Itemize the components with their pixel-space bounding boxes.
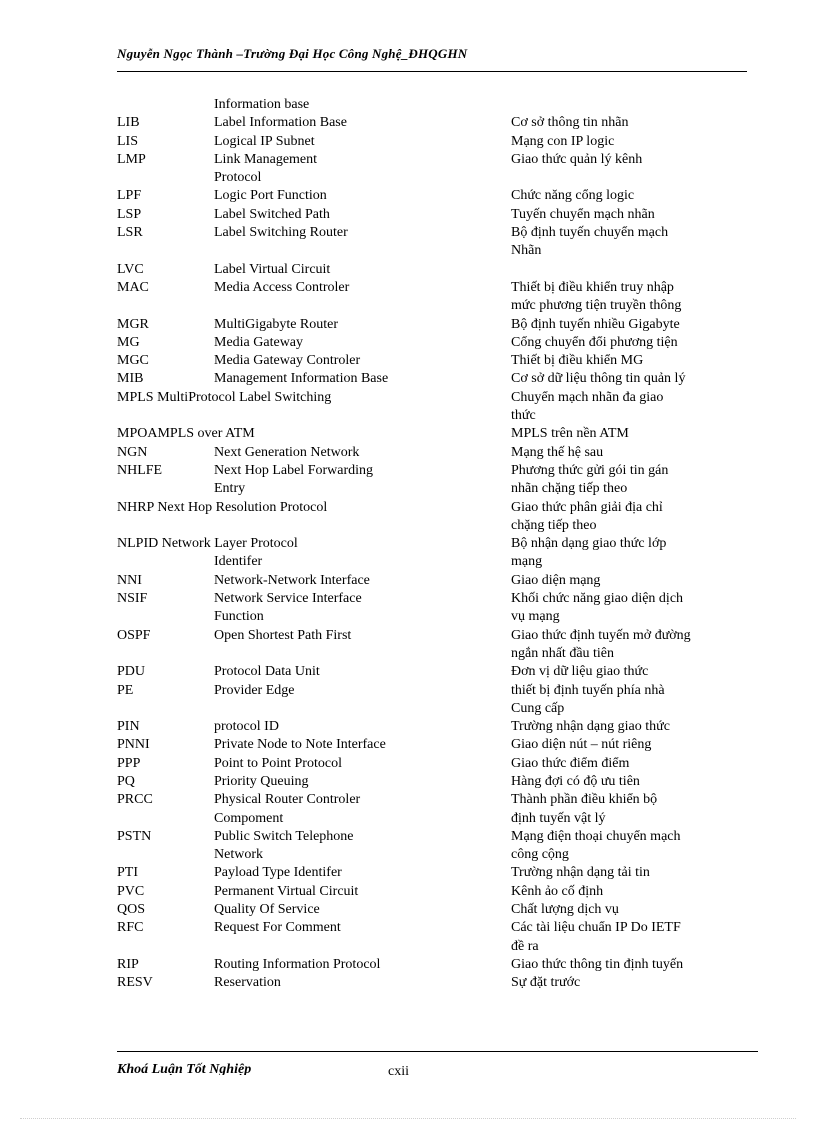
abbreviation: RIP [117, 956, 139, 972]
abbreviation: MPOAMPLS over ATM [117, 426, 255, 442]
abbreviation: MAC [117, 279, 149, 295]
abbreviation: PVC [117, 883, 145, 899]
list-item [117, 974, 757, 992]
vietnamese-meaning: Cơ sở thông tin nhãn [511, 115, 629, 131]
english-term: Compoment [214, 810, 284, 826]
list-item [117, 864, 757, 882]
abbreviation: LIB [117, 115, 140, 131]
abbreviation-list [117, 96, 757, 993]
vietnamese-meaning: thức [511, 408, 536, 424]
english-term: Priority Queuing [214, 773, 309, 789]
list-item [117, 224, 757, 242]
vietnamese-meaning: Đơn vị dữ liệu giao thức [511, 664, 649, 680]
abbreviation: LMP [117, 151, 146, 167]
english-term: Routing Information Protocol [214, 956, 381, 972]
english-term: Physical Router Controler [214, 792, 361, 808]
vietnamese-meaning: Mạng thế hệ sau [511, 444, 604, 460]
list-item [117, 828, 757, 846]
vietnamese-meaning: vụ mạng [511, 609, 560, 625]
english-term: Reservation [214, 975, 281, 991]
list-item [117, 96, 757, 114]
vietnamese-meaning: Tuyến chuyển mạch nhãn [511, 206, 655, 222]
english-term: Permanent Virtual Circuit [214, 883, 359, 899]
list-item [117, 938, 757, 956]
list-item [117, 316, 757, 334]
list-item [117, 535, 757, 553]
abbreviation: LIS [117, 133, 138, 149]
abbreviation: MPLS MultiProtocol Label Switching [117, 389, 332, 405]
abbreviation: MGC [117, 353, 149, 369]
english-term: Media Gateway Controler [214, 353, 361, 369]
english-term: MultiGigabyte Router [214, 316, 339, 332]
abbreviation: LPF [117, 188, 142, 204]
vietnamese-meaning: Bộ nhận dạng giao thức lớp [511, 536, 667, 552]
list-item [117, 663, 757, 681]
list-item [117, 901, 757, 919]
english-term: Point to Point Protocol [214, 755, 342, 771]
abbreviation: LSR [117, 225, 143, 241]
list-item [117, 810, 757, 828]
vietnamese-meaning: Cung cấp [511, 700, 565, 716]
vietnamese-meaning: Bộ định tuyến chuyển mạch [511, 225, 669, 241]
english-term: Media Gateway [214, 334, 304, 350]
abbreviation: QOS [117, 902, 146, 918]
vietnamese-meaning: Hàng đợi có độ ưu tiên [511, 773, 640, 789]
english-term: Protocol Data Unit [214, 664, 320, 680]
abbreviation: LVC [117, 261, 144, 277]
list-item [117, 206, 757, 224]
english-term: Provider Edge [214, 682, 295, 698]
vietnamese-meaning: Giao thức phân giải địa chỉ [511, 499, 663, 515]
list-item [117, 297, 757, 315]
vietnamese-meaning: Cổng chuyển đổi phương tiện [511, 334, 678, 350]
abbreviation: NLPID Network Layer Protocol [117, 536, 298, 552]
english-term: Request For Comment [214, 920, 341, 936]
page-header: Nguyễn Ngọc Thành –Trường Đại Học Công Nghệ_ĐHQGHN [117, 46, 468, 61]
english-term: Payload Type Identifer [214, 865, 342, 881]
vietnamese-meaning: Chuyển mạch nhãn đa giao [511, 389, 664, 405]
list-item [117, 572, 757, 590]
abbreviation: PDU [117, 664, 146, 680]
list-item [117, 169, 757, 187]
abbreviation: NSIF [117, 591, 148, 607]
vietnamese-meaning: Chất lượng dịch vụ [511, 902, 619, 918]
vietnamese-meaning: chặng tiếp theo [511, 517, 597, 533]
list-item [117, 956, 757, 974]
vietnamese-meaning: ngắn nhất đầu tiên [511, 645, 615, 661]
list-item [117, 791, 757, 809]
list-item [117, 553, 757, 571]
abbreviation: NGN [117, 444, 148, 460]
english-term: Network [214, 847, 263, 863]
footer-divider [117, 1051, 758, 1052]
english-term: Management Information Base [214, 371, 389, 387]
list-item [117, 517, 757, 535]
vietnamese-meaning: Giao thức điểm điểm [511, 755, 630, 771]
list-item [117, 608, 757, 626]
abbreviation: OSPF [117, 627, 151, 643]
abbreviation: NHRP Next Hop Resolution Protocol [117, 499, 328, 515]
english-term: Function [214, 609, 264, 625]
list-item [117, 133, 757, 151]
vietnamese-meaning: đề ra [511, 938, 539, 954]
abbreviation: NHLFE [117, 462, 163, 478]
list-item [117, 279, 757, 297]
vietnamese-meaning: Thiết bị điều khiển truy nhập [511, 279, 674, 295]
list-item [117, 187, 757, 205]
list-item [117, 499, 757, 517]
english-term: Network Service Interface [214, 591, 362, 607]
vietnamese-meaning: Giao diện mạng [511, 572, 601, 588]
list-item [117, 352, 757, 370]
vietnamese-meaning: thiết bị định tuyến phía nhà [511, 682, 665, 698]
abbreviation: NNI [117, 572, 142, 588]
list-item [117, 919, 757, 937]
page-bottom-edge [20, 1118, 796, 1119]
list-item [117, 389, 757, 407]
vietnamese-meaning: nhãn chặng tiếp theo [511, 481, 628, 497]
vietnamese-meaning: Kênh ảo cố định [511, 883, 604, 899]
english-term: Label Switching Router [214, 225, 348, 241]
vietnamese-meaning: Mạng điện thoại chuyển mạch [511, 828, 681, 844]
english-term: Open Shortest Path First [214, 627, 352, 643]
list-item [117, 334, 757, 352]
list-item [117, 883, 757, 901]
abbreviation: PIN [117, 719, 140, 735]
english-term: Media Access Controler [214, 279, 350, 295]
vietnamese-meaning: Khối chức năng giao diện dịch [511, 591, 684, 607]
vietnamese-meaning: công cộng [511, 847, 569, 863]
abbreviation: MG [117, 334, 140, 350]
vietnamese-meaning: mạng [511, 554, 543, 570]
english-term: Label Information Base [214, 115, 347, 131]
list-item [117, 773, 757, 791]
abbreviation: PQ [117, 773, 135, 789]
english-term: Quality Of Service [214, 902, 320, 918]
abbreviation: PE [117, 682, 134, 698]
list-item [117, 242, 757, 260]
list-item [117, 718, 757, 736]
vietnamese-meaning: Mạng con IP logic [511, 133, 615, 149]
vietnamese-meaning: Giao thức định tuyến mở đường [511, 627, 691, 643]
list-item [117, 462, 757, 480]
english-term: Logical IP Subnet [214, 133, 315, 149]
abbreviation: PRCC [117, 792, 153, 808]
english-term: Next Generation Network [214, 444, 360, 460]
vietnamese-meaning: Giao thức quản lý kênh [511, 151, 643, 167]
list-item [117, 736, 757, 754]
page-number: cxii [388, 1064, 409, 1079]
english-term: Label Switched Path [214, 206, 330, 222]
vietnamese-meaning: Cơ sở dữ liệu thông tin quản lý [511, 371, 686, 387]
vietnamese-meaning: MPLS trên nền ATM [511, 426, 629, 442]
vietnamese-meaning: Sự đặt trước [511, 975, 581, 991]
vietnamese-meaning: Bộ định tuyến nhiều Gigabyte [511, 316, 680, 332]
vietnamese-meaning: Chức năng cổng logic [511, 188, 635, 204]
list-item [117, 645, 757, 663]
list-item [117, 407, 757, 425]
english-term: Link Management [214, 151, 318, 167]
list-item [117, 682, 757, 700]
list-item [117, 480, 757, 498]
abbreviation: LSP [117, 206, 142, 222]
vietnamese-meaning: Thiết bị điều khiển MG [511, 353, 644, 369]
english-term: Public Switch Telephone [214, 828, 354, 844]
abbreviation: RFC [117, 920, 144, 936]
english-term: Private Node to Note Interface [214, 737, 386, 753]
vietnamese-meaning: Trường nhận dạng tải tin [511, 865, 650, 881]
vietnamese-meaning: định tuyến vật lý [511, 810, 606, 826]
vietnamese-meaning: Giao diện nút – nút riêng [511, 737, 652, 753]
list-item [117, 444, 757, 462]
list-item [117, 700, 757, 718]
vietnamese-meaning: Phương thức gửi gói tin gán [511, 462, 669, 478]
english-term: protocol ID [214, 719, 279, 735]
list-item [117, 627, 757, 645]
list-item [117, 590, 757, 608]
vietnamese-meaning: mức phương tiện truyền thông [511, 298, 682, 314]
abbreviation: MIB [117, 371, 144, 387]
abbreviation: PNNI [117, 737, 150, 753]
list-item [117, 425, 757, 443]
vietnamese-meaning: Thành phần điều khiển bộ [511, 792, 658, 808]
list-item [117, 151, 757, 169]
english-term: Network-Network Interface [214, 572, 370, 588]
vietnamese-meaning: Các tài liệu chuẩn IP Do IETF [511, 920, 681, 936]
english-term: Logic Port Function [214, 188, 327, 204]
header-divider [117, 71, 747, 72]
english-term: Next Hop Label Forwarding [214, 462, 374, 478]
abbreviation: RESV [117, 975, 153, 991]
english-term: Identifer [214, 554, 263, 570]
vietnamese-meaning: Trường nhận dạng giao thức [511, 719, 670, 735]
abbreviation: MGR [117, 316, 149, 332]
english-term: Entry [214, 481, 246, 497]
abbreviation: PTI [117, 865, 138, 881]
english-term: Label Virtual Circuit [214, 261, 331, 277]
list-item [117, 370, 757, 388]
english-term: Protocol [214, 170, 262, 186]
abbreviation: PPP [117, 755, 141, 771]
abbreviation: PSTN [117, 828, 152, 844]
list-item [117, 846, 757, 864]
list-item [117, 114, 757, 132]
footer-title: Khoá Luận Tốt Nghiệp [117, 1062, 252, 1075]
english-term: Information base [214, 97, 310, 112]
list-item [117, 261, 757, 279]
vietnamese-meaning: Nhãn [511, 243, 542, 259]
list-item [117, 755, 757, 773]
vietnamese-meaning: Giao thức thông tin định tuyến [511, 956, 684, 972]
